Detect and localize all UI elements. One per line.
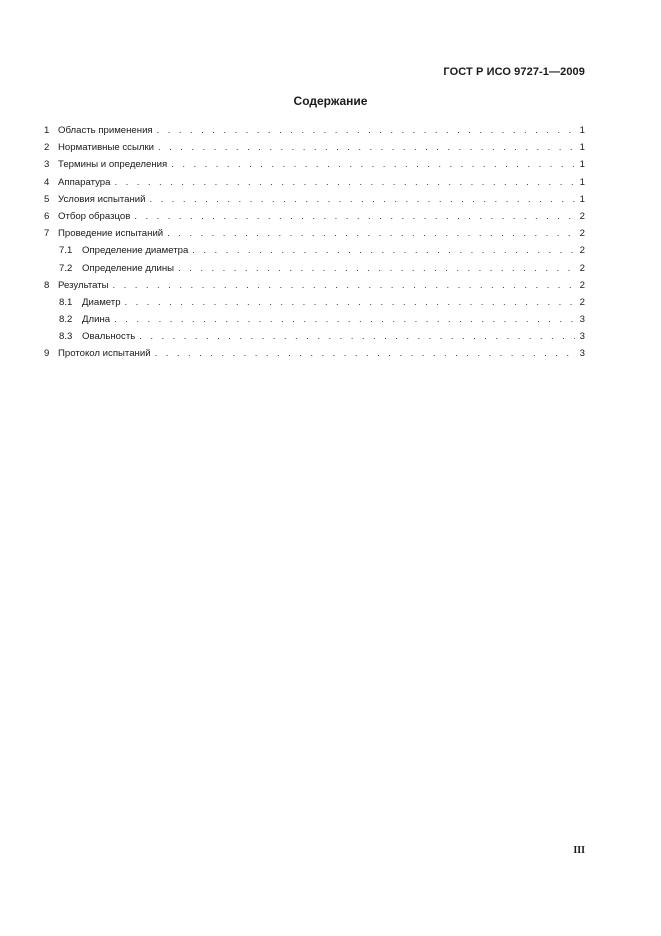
toc-entry-page: 2: [579, 245, 585, 257]
toc-entry[interactable]: [44, 156, 585, 173]
toc-entry-number: 4: [44, 176, 50, 188]
toc-entry-label: Определение длины: [82, 262, 175, 274]
toc-entry-page: 2: [579, 210, 585, 222]
toc-subentry[interactable]: [44, 242, 585, 259]
toc-title: Содержание: [293, 94, 368, 108]
toc-entry-page: 1: [579, 142, 585, 154]
dot-leader: [192, 242, 575, 259]
toc-entry-page: 2: [579, 228, 585, 240]
dot-leader: [167, 225, 575, 242]
toc-entry-label: Область применения: [58, 125, 153, 136]
page-folio: III: [573, 845, 585, 856]
toc-entry-number: 1: [44, 125, 50, 136]
toc-subentry[interactable]: [44, 328, 585, 345]
toc-entry-number: 9: [44, 348, 50, 360]
toc-entry-page: 1: [579, 159, 585, 171]
toc-entry-number: 5: [44, 193, 50, 205]
toc-entry[interactable]: [44, 225, 585, 242]
toc-entry-label: Определение диаметра: [82, 245, 189, 257]
toc-entry-page: 3: [579, 331, 585, 343]
dot-leader: [114, 311, 575, 328]
dot-leader: [178, 260, 575, 277]
toc-entry-label: Отбор образцов: [58, 210, 131, 222]
toc-entry-number: 8: [44, 279, 50, 291]
toc-entry-number: 8.1: [59, 296, 73, 308]
dot-leader: [114, 174, 575, 191]
toc-entry[interactable]: [44, 139, 585, 156]
toc-entry-page: 1: [579, 176, 585, 188]
toc-entry-number: 7: [44, 228, 50, 240]
toc-entry-number: 6: [44, 210, 50, 222]
toc-entry-page: 2: [579, 262, 585, 274]
toc-entry-label: Аппаратура: [58, 176, 111, 188]
toc-entry-label: Результаты: [58, 279, 109, 291]
toc-entry-page: 3: [579, 314, 585, 326]
table-of-contents: [44, 122, 585, 363]
toc-entry-page: 2: [579, 279, 585, 291]
toc-entry[interactable]: [44, 191, 585, 208]
toc-subentry[interactable]: [44, 260, 585, 277]
dot-leader: [150, 191, 576, 208]
toc-entry-label: Овальность: [82, 331, 136, 343]
toc-entry-page: 1: [579, 193, 585, 205]
toc-entry-page: 3: [579, 348, 585, 360]
toc-entry-label: Термины и определения: [58, 159, 168, 171]
toc-entry-label: Проведение испытаний: [58, 228, 164, 240]
toc-entry-number: 8.3: [59, 331, 73, 343]
toc-subentry[interactable]: [44, 311, 585, 328]
toc-entry-number: 7.1: [59, 245, 73, 257]
toc-entry-number: 8.2: [59, 314, 73, 326]
dot-leader: [158, 139, 575, 156]
toc-entry[interactable]: [44, 208, 585, 225]
toc-entry-page: 2: [579, 296, 585, 308]
toc-subentry[interactable]: [44, 294, 585, 311]
toc-entry-number: 3: [44, 159, 50, 171]
toc-entry[interactable]: [44, 345, 585, 362]
dot-leader: [134, 208, 575, 225]
dot-leader: [157, 122, 575, 139]
dot-leader: [171, 156, 575, 173]
document-code: ГОСТ Р ИСО 9727-1—2009: [443, 66, 585, 78]
toc-entry-label: Диаметр: [82, 296, 121, 308]
dot-leader: [155, 345, 575, 362]
toc-entry-number: 2: [44, 142, 50, 154]
toc-entry[interactable]: [44, 277, 585, 294]
toc-entry-number: 7.2: [59, 262, 73, 274]
toc-entry-label: Длина: [82, 314, 111, 326]
toc-entry[interactable]: [44, 122, 585, 139]
dot-leader: [139, 328, 575, 345]
dot-leader: [125, 294, 575, 311]
toc-entry-page: 1: [579, 125, 585, 136]
toc-entry-label: Протокол испытаний: [58, 348, 151, 360]
toc-entry-label: Нормативные ссылки: [58, 142, 155, 154]
dot-leader: [113, 277, 575, 294]
toc-entry[interactable]: [44, 174, 585, 191]
toc-entry-label: Условия испытаний: [58, 193, 146, 205]
